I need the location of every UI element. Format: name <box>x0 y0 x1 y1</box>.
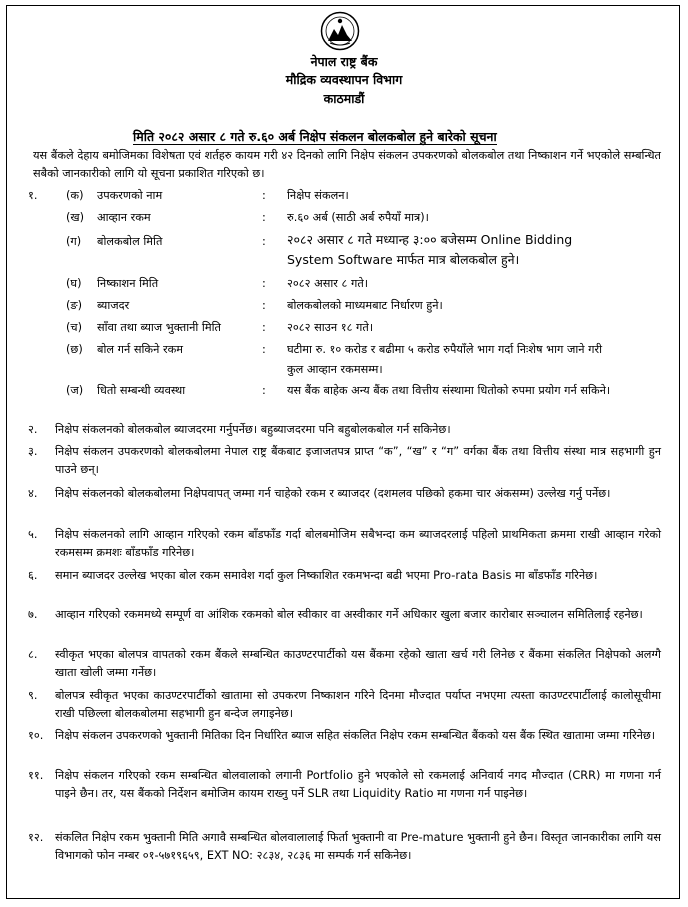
colon: : <box>262 277 266 290</box>
sub-key: (छ) <box>66 343 83 356</box>
item-number: ८. <box>28 648 38 661</box>
item-text: संकलित निक्षेप रकम भुक्तानी मिति अगावै सम्बन्धित बोलवालालाई फिर्ता भुक्तानी वा Pre-mature भुक्तानी हुने छैन। विस्तृत जानकारीका लागि यस विभागको फोन नम्बर ०१-५७१९६५९, EXT NO: २८३४, २८३६ मा सम्पर्क गर्न सकिनेछ। <box>55 831 661 862</box>
sub-key: (ज) <box>66 384 84 397</box>
item-number: २. <box>28 423 38 436</box>
item-text: निक्षेप संकलन उपकरणको भुक्तानी मितिका दिन निर्धारित ब्याज सहित संकलित निक्षेप रकम सम्बन्धित बैंकको यस बैंक स्थित खातामा जम्मा गरिनेछ। <box>55 729 656 742</box>
item-number: १०. <box>28 729 44 742</box>
colon: : <box>262 343 266 356</box>
sub-label: बोल गर्न सकिने रकम <box>97 343 183 356</box>
item-text: स्वीकृत भएका बोलपत्र वापतको रकम बैंकले सम्बन्धित काउण्टरपार्टीको यस बैंकमा रहेको खाता खर्च गरी लिनेछ र बैंकमा संकलित निक्षेपको अलग्गै खाता खोली जम्मा गर्नेछ। <box>55 648 661 679</box>
item-number: १२. <box>28 831 44 844</box>
item-number: ४. <box>28 487 38 500</box>
item-text: बोलपत्र स्वीकृत भएका काउण्टरपार्टीको खातामा सो उपकरण निष्काशन गरिने दिनमा मौज्दात पर्याप्त नभएमा त्यस्ता काउण्टरपार्टीलाई कालोसूचीमा राखी पछिल्ला बोलकबोलमा सहभागी हुन बन्देज लगाइनेछ। <box>55 689 661 720</box>
sub-key: (ङ) <box>66 299 83 312</box>
item-number: ७. <box>28 608 38 621</box>
sub-label: निष्काशन मिति <box>97 277 159 290</box>
sub-value: घटीमा रु. १० करोड र बढीमा ५ करोड रुपैयाँले भाग गर्दा निःशेष भाग जाने गरी कुल आव्हान रकमसम्म। <box>287 343 603 376</box>
item-text: निक्षेप संकलन गरिएको रकम सम्बन्धित बोलवालाको लगानी Portfolio हुने भएकोले सो रकमलाई अनिवार्य नगद मौज्दात (CRR) मा गणना गर्न पाइने छैन। तर, यस बैंकको निर्देशन बमोजिम कायम राख्नु पर्ने SLR तथा Liquidity Ratio मा गणना गर्न पाइनेछ। <box>55 769 661 800</box>
colon: : <box>262 321 266 334</box>
sub-value: रु.६० अर्ब (साठी अर्ब रुपैयाँ मात्र)। <box>287 211 429 224</box>
sub-label: बोलकबोल मिति <box>97 235 163 248</box>
sub-key: (ग) <box>66 235 82 248</box>
sub-label: उपकरणको नाम <box>97 189 163 202</box>
item-text: निक्षेप संकलन उपकरणको बोलकबोलमा नेपाल राष्ट्र बैंकबाट इजाजतपत्र प्राप्त “क”, “ख” र “ग” वर्गका बैंक तथा वित्तीय संस्था मात्र सहभागी हुन पाउने छन्। <box>55 445 661 476</box>
sub-value: २०८२ असार ८ गते। <box>287 277 369 290</box>
intro-paragraph: यस बैंकले देहाय बमोजिमका विशेषता एवं शर्तहरु कायम गरी ४२ दिनको लागि निक्षेप संकलन उपकरणको बोलकबोल तथा निष्काशन गर्ने भएकोले सम्बन्धित सबैको जानकारीको लागि यो सूचना प्रकाशित गरिएको छ। <box>33 149 661 180</box>
sub-value: यस बैंक बाहेक अन्य बैंक तथा वित्तीय संस्थामा धितोको रुपमा प्रयोग गर्न सकिने। <box>287 384 611 397</box>
sub-key: (घ) <box>66 277 82 290</box>
sub-key: (च) <box>66 321 82 334</box>
colon: : <box>262 235 266 248</box>
sub-label: ब्याजदर <box>97 299 130 312</box>
colon: : <box>262 299 266 312</box>
item-number: ५. <box>28 528 38 541</box>
sub-label: धितो सम्बन्धी व्यवस्था <box>97 384 186 397</box>
item-text: समान ब्याजदर उल्लेख भएका बोल रकम समावेश गर्दा कुल निष्काशित रकमभन्दा बढी भएमा Pro-rata Basis मा बाँडफाँड गरिनेछ। <box>55 569 598 582</box>
item-text: निक्षेप संकलनको बोलकबोलमा निक्षेपवापत् जम्मा गर्न चाहेको रकम र ब्याजदर (दशमलव पछिको हकमा चार अंकसम्म) उल्लेख गर्नु पर्नेछ। <box>55 487 611 500</box>
sub-label: आव्हान रकम <box>97 211 151 224</box>
colon: : <box>262 211 266 224</box>
item-number: ९. <box>28 689 38 702</box>
bank-name: नेपाल राष्ट्र बैंक <box>310 54 378 69</box>
item-number: १. <box>28 189 38 202</box>
sub-value: २०८२ असार ८ गते मध्यान्ह ३:०० बजेसम्म Online Bidding System Software मार्फत मात्र बोलकबोल हुने। <box>287 232 573 267</box>
sub-label: साँवा तथा ब्याज भुक्तानी मिति <box>97 321 221 334</box>
sub-key: (ख) <box>66 211 85 224</box>
item-text: निक्षेप संकलनको लागि आव्हान गरिएको रकम बाँडफाँड गर्दा बोलबमोजिम सबैभन्दा कम ब्याजदरलाई पहिलो प्राथमिकता क्रममा राखी आव्हान गरेको रकमसम्म क्रमशः बाँडफाँड गरिनेछ। <box>55 528 661 559</box>
sub-value: बोलकबोलको माध्यमबाट निर्धारण हुने। <box>287 299 443 312</box>
item-number: ३. <box>28 445 38 458</box>
city-name: काठमाडौं <box>323 91 365 106</box>
sub-value: निक्षेप संकलन। <box>287 189 349 202</box>
colon: : <box>262 384 266 397</box>
sub-key: (क) <box>66 189 84 202</box>
colon: : <box>262 189 266 202</box>
item-number: ११. <box>28 769 44 782</box>
sub-value: २०८२ साउन १८ गते। <box>287 321 374 334</box>
item-text: निक्षेप संकलनको बोलकबोल ब्याजदरमा गर्नुपर्नेछ। बहुब्याजदरमा पनि बहुबोलकबोल गर्न सकिनेछ। <box>55 423 451 436</box>
item-number: ६. <box>28 569 38 582</box>
emblem-icon <box>320 11 360 51</box>
notice-title: मिति २०८२ असार ८ गते रु.६० अर्ब निक्षेप संकलन बोलकबोल हुने बारेको सूचना <box>133 129 497 144</box>
department-name: मौद्रिक व्यवस्थापन विभाग <box>285 72 403 87</box>
item-text: आव्हान गरिएको रकममध्ये सम्पूर्ण वा आंशिक रकमको बोल स्वीकार वा अस्वीकार गर्ने अधिकार खुला बजार कारोबार सञ्चालन समितिलाई रहनेछ। <box>55 608 643 621</box>
